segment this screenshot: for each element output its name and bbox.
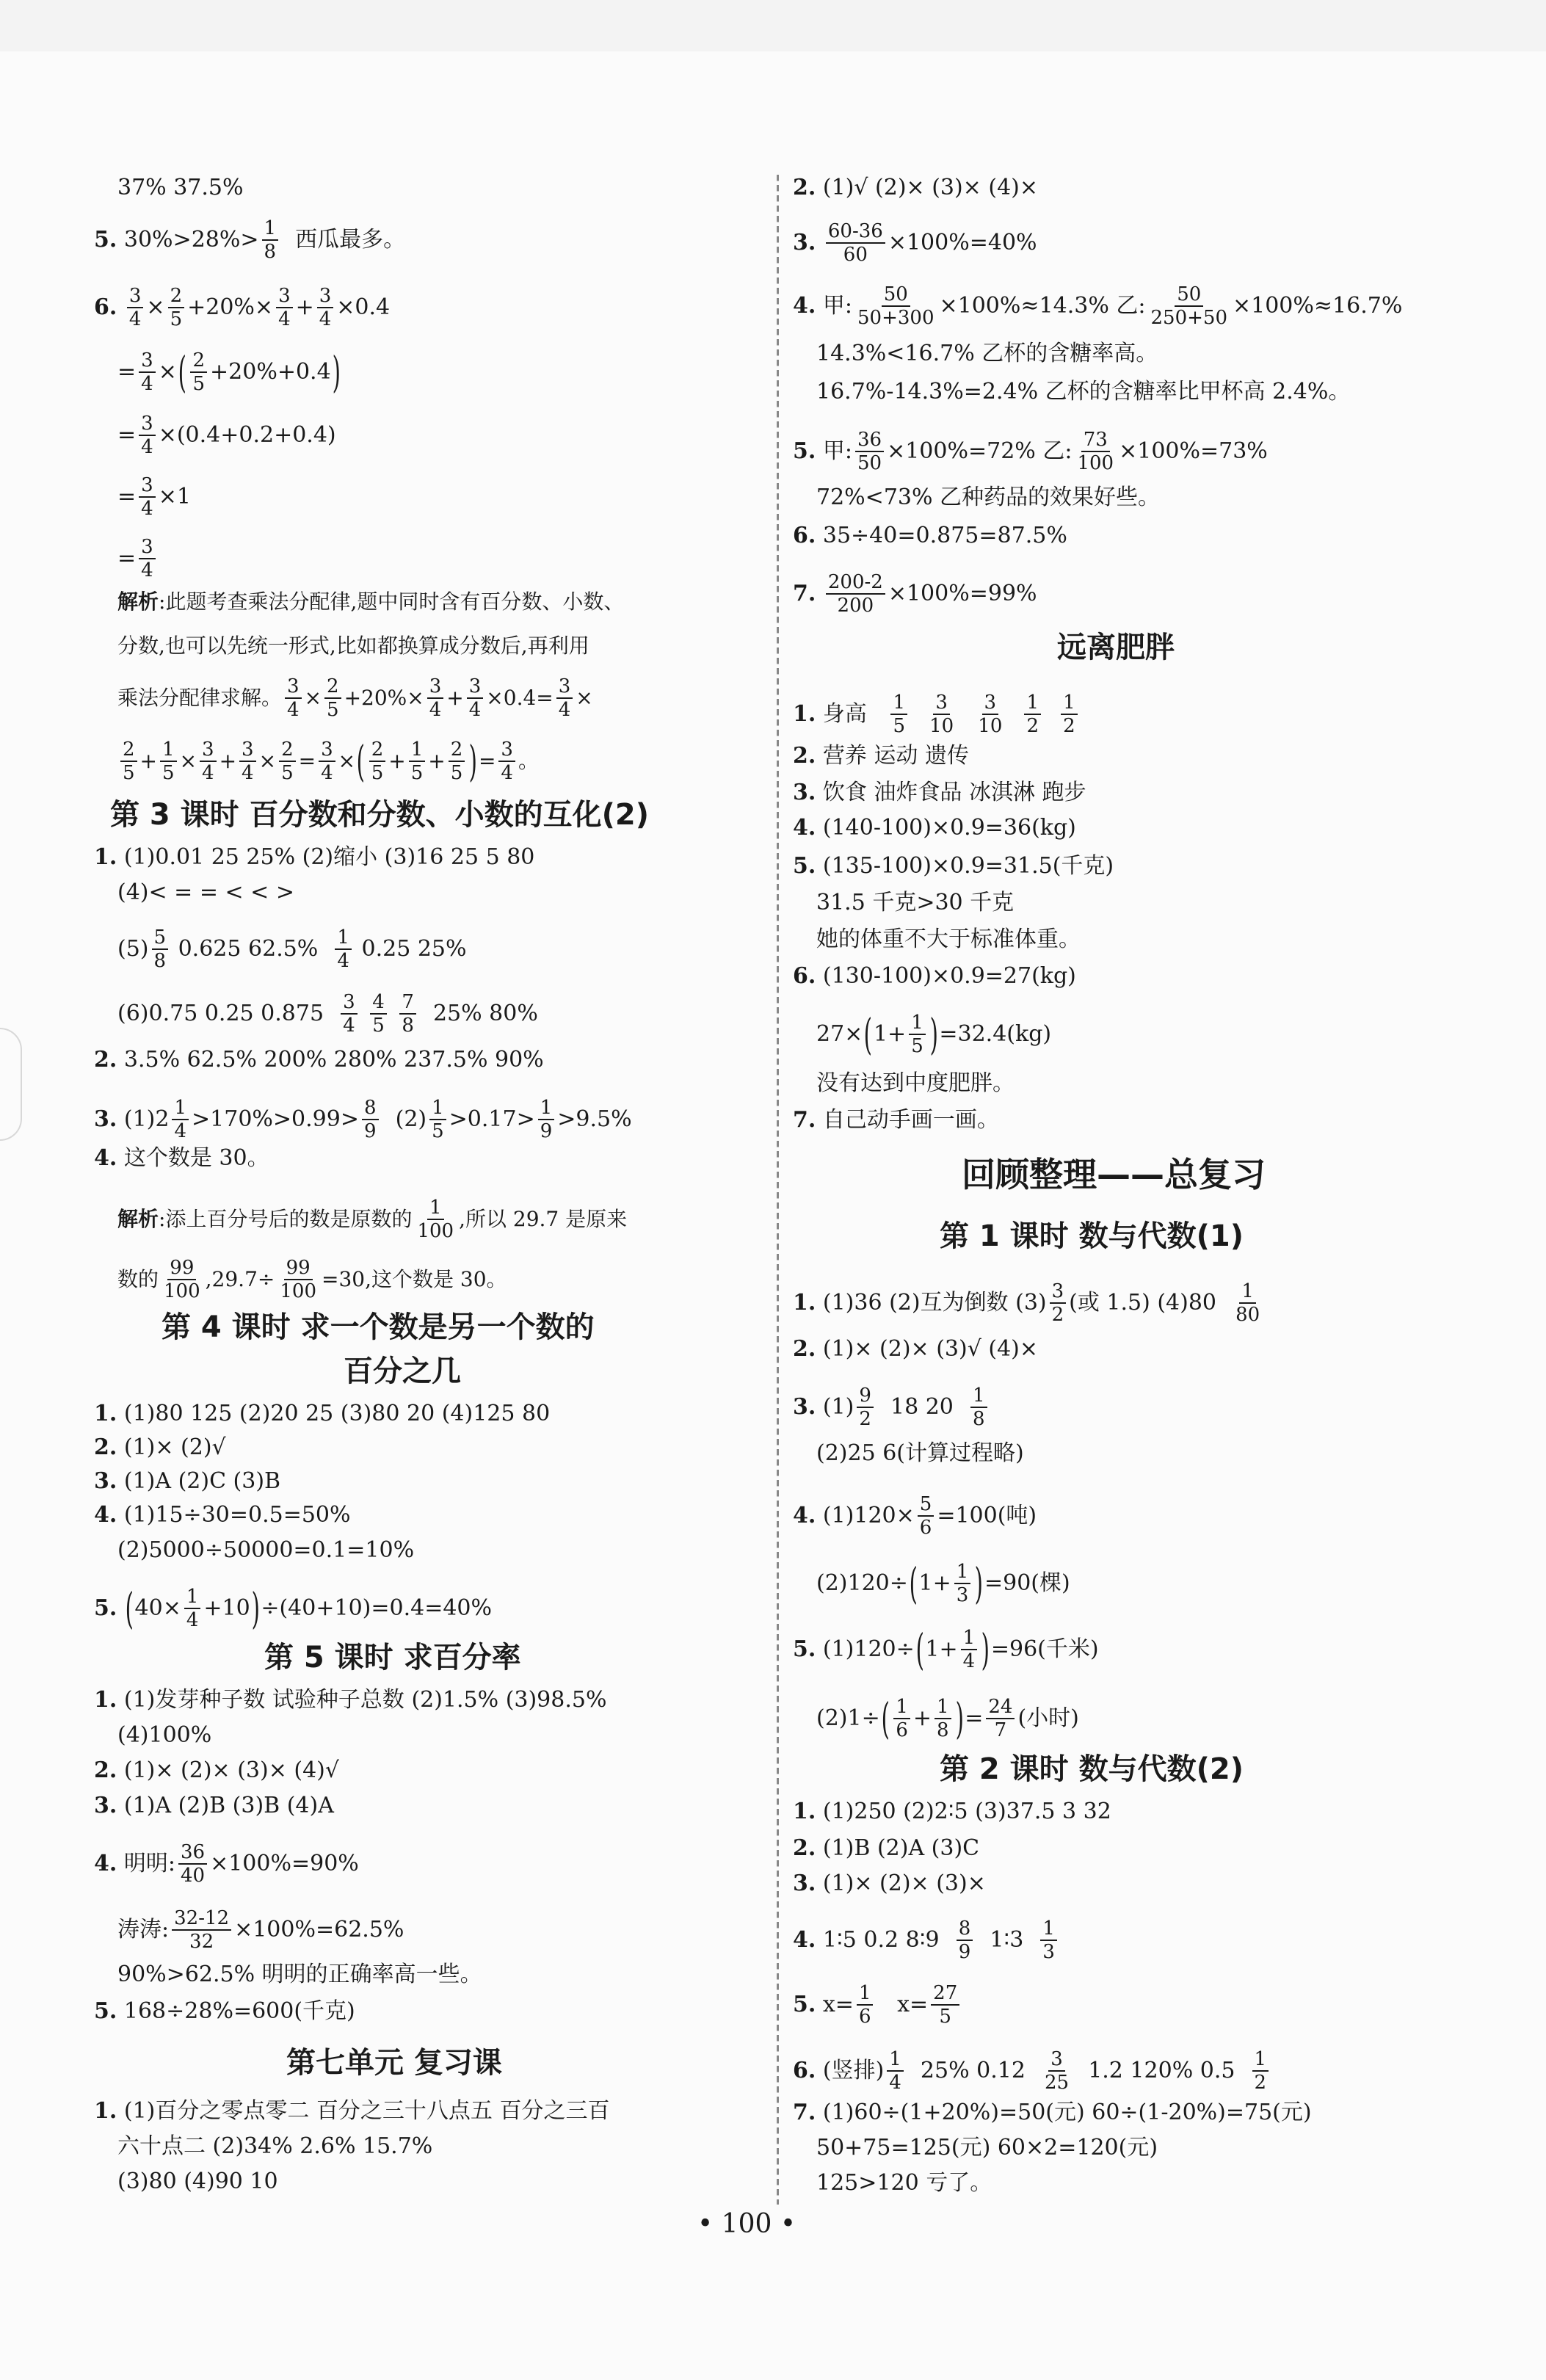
answer-line: 4. 1∶5 0.2 8∶9 $\frac{8}{9}$ 1∶3 $\frac{1}{3}$ bbox=[793, 1918, 1060, 1963]
answer-line: 2. (1)× (2)× (3)× (4)√ bbox=[94, 1757, 339, 1783]
answer-line: 6. (130-100)×0.9=27(kg) bbox=[793, 963, 1076, 989]
answer-line: 5. (135-100)×0.9=31.5(千克) bbox=[793, 853, 1114, 879]
section-heading: 第 1 课时 数与代数(1) bbox=[940, 1219, 1244, 1253]
analysis-text: 分数,也可以先统一形式,比如都换算成分数后,再利用 bbox=[117, 634, 589, 658]
answer-line: (2)5000÷50000=0.1=10% bbox=[117, 1537, 415, 1563]
answer-line: 2. 营养 运动 遗传 bbox=[793, 743, 969, 769]
answer-line: 4. 这个数是 30。 bbox=[94, 1145, 269, 1171]
answer-line: 5. (1)120÷ ( 1+ $\frac{1}{4}$ ) =96(千米) bbox=[793, 1625, 1099, 1675]
answer-line: 2. (1)× (2)× (3)√ (4)× bbox=[793, 1336, 1038, 1362]
answer-line: 14.3%<16.7% 乙杯的含糖率高。 bbox=[816, 341, 1158, 366]
answer-line: 3. (1)A (2)C (3)B bbox=[94, 1468, 281, 1494]
answer-line: 3. 饮食 油炸食品 冰淇淋 跑步 bbox=[793, 780, 1086, 805]
answer-line: 3. $\frac{60-36}{60}$ ×100%=40% bbox=[793, 220, 1037, 266]
answer-line: 2. 3.5% 62.5% 200% 280% 237.5% 90% bbox=[94, 1047, 544, 1073]
answer-line: 27× ( 1+ $\frac{1}{5}$ ) =32.4(kg) bbox=[816, 1009, 1052, 1059]
answer-line: (3)80 (4)90 10 bbox=[117, 2169, 278, 2194]
section-heading: 远离肥胖 bbox=[1057, 631, 1175, 664]
answer-line: 1. (1)250 (2)2∶5 (3)37.5 3 32 bbox=[793, 1799, 1111, 1824]
analysis-text: 解析 :添上百分号后的数是原数的 $\frac{1}{100}$ ,所以 29.7 是原来 bbox=[117, 1197, 628, 1242]
analysis-text: 乘法分配律求解。 $\frac{3}{4}$ × $\frac{2}{5}$ +20%× $\frac{3}{4}$ + $\frac{3}{4}$ ×0.4= $\frac{3}{4}$ × bbox=[117, 675, 593, 721]
page-number: • 100 • bbox=[697, 2209, 796, 2239]
answer-line: 7. 自己动手画一画。 bbox=[793, 1107, 999, 1133]
answer-line: 5. 168÷28%=600(千克) bbox=[94, 1998, 355, 2024]
answer-line: 2. (1)√ (2)× (3)× (4)× bbox=[793, 175, 1038, 200]
answer-line: 1. (1)0.01 25 25% (2)缩小 (3)16 25 5 80 bbox=[94, 844, 535, 870]
answer-line: (2)120÷ ( 1+ $\frac{1}{3}$ ) =90(棵) bbox=[816, 1559, 1070, 1608]
answer-line: 6. 35÷40=0.875=87.5% bbox=[793, 523, 1067, 548]
analysis-text: 解析 :此题考查乘法分配律,题中同时含有百分数、小数、 bbox=[117, 589, 625, 614]
answer-line: 16.7%-14.3%=2.4% 乙杯的含糖率比甲杯高 2.4%。 bbox=[816, 379, 1351, 404]
answer-line: 4. (140-100)×0.9=36(kg) bbox=[793, 815, 1076, 841]
answer-line: 3. (1)2 $\frac{1}{4}$ >170%>0.99> $\frac{8}{9}$ (2) $\frac{1}{5}$ >0.17> $\frac{1}{9}$ >9.5% bbox=[94, 1097, 632, 1142]
calc-step: = $\frac{3}{4}$ × ( $\frac{2}{5}$ +20%+0.4 ) bbox=[117, 347, 341, 397]
fraction: $\frac{1}{8}$ bbox=[262, 217, 279, 263]
answer-q6: 6. $\frac{3}{4}$ × $\frac{2}{5}$ +20%× $\frac{3}{4}$ + $\frac{3}{4}$ ×0.4 bbox=[94, 285, 391, 330]
answer-line: 5. 甲: $\frac{36}{50}$ ×100%=72% 乙: $\frac{73}{100}$ ×100%=73% bbox=[793, 429, 1268, 474]
chapter-heading: 回顾整理——总复习 bbox=[962, 1155, 1266, 1194]
answer-line: 1. (1)百分之零点零二 百分之三十八点五 百分之三百 bbox=[94, 2098, 610, 2124]
answer-line: (6)0.75 0.25 0.875 $\frac{3}{4}$ $\frac{4}{5}$ $\frac{7}{8}$ 25% 80% bbox=[117, 991, 538, 1037]
answer-line: 4. 甲: $\frac{50}{50+300}$ ×100%≈14.3% 乙: $\frac{50}{250+50}$ ×100%≈16.7% bbox=[793, 283, 1403, 329]
calc-step: = $\frac{3}{4}$ bbox=[117, 536, 159, 581]
analysis-text: 数的 $\frac{99}{100}$ ,29.7÷ $\frac{99}{100}$ =30,这个数是 30。 bbox=[117, 1257, 507, 1302]
answer-line: 72%<73% 乙种药品的效果好些。 bbox=[816, 485, 1161, 510]
page-top-shade bbox=[0, 0, 1546, 51]
answer-line: 1. (1)发芽种子数 试验种子总数 (2)1.5% (3)98.5% bbox=[94, 1687, 607, 1713]
calc-step: = $\frac{3}{4}$ ×1 bbox=[117, 474, 191, 520]
answer-line: 六十点二 (2)34% 2.6% 15.7% bbox=[117, 2133, 433, 2159]
answer-line: 50+75=125(元) 60×2=120(元) bbox=[816, 2135, 1158, 2160]
answer-line: 6. (竖排) $\frac{1}{4}$ 25% 0.12 $\frac{3}{25}$ 1.2 120% 0.5 $\frac{1}{2}$ bbox=[793, 2048, 1271, 2094]
answer-line: 5. x= $\frac{1}{6}$ x= $\frac{27}{5}$ bbox=[793, 1982, 962, 2028]
answer-line: (4)< = = < < > bbox=[117, 879, 294, 905]
answer-line: (5) $\frac{5}{8}$ 0.625 62.5% $\frac{1}{4}$ 0.25 25% bbox=[117, 926, 467, 972]
analysis-text: $\frac{2}{5}$ + $\frac{1}{5}$ × $\frac{3}{4}$ + $\frac{3}{4}$ × $\frac{2}{5}$ = $\frac{3}{4}$ × ( $\frac{2}{5}$ + $\frac{1}{5}$ + $\frac{2}{5}$ ) = $\frac{3}{4}$ 。 bbox=[117, 739, 539, 784]
section-heading: 第 5 课时 求百分率 bbox=[264, 1641, 521, 1675]
answer-line: 37% 37.5% bbox=[117, 175, 244, 200]
answer-line: 她的体重不大于标准体重。 bbox=[816, 926, 1081, 952]
answer-line: 3. (1) $\frac{9}{2}$ 18 20 $\frac{1}{8}$ bbox=[793, 1385, 990, 1430]
answer-line: 3. (1)× (2)× (3)× bbox=[793, 1871, 986, 1896]
section-heading: 百分之几 bbox=[344, 1354, 461, 1388]
answer-q5: 5. 30%>28%> $\frac{1}{8}$ 西瓜最多。 bbox=[94, 217, 406, 263]
answer-line: 4. 明明: $\frac{36}{40}$ ×100%=90% bbox=[94, 1841, 359, 1887]
answer-line: 2. (1)× (2)√ bbox=[94, 1434, 226, 1460]
column-divider bbox=[777, 175, 779, 2205]
answer-line: (4)100% bbox=[117, 1722, 212, 1748]
section-heading: 第七单元 复习课 bbox=[286, 2046, 502, 2080]
answer-line: 125>120 亏了。 bbox=[816, 2170, 992, 2196]
section-heading: 第 3 课时 百分数和分数、小数的互化(2) bbox=[110, 798, 650, 832]
answer-line: 2. (1)B (2)A (3)C bbox=[793, 1835, 980, 1861]
answer-line: 90%>62.5% 明明的正确率高一些。 bbox=[117, 1962, 482, 1987]
calc-step: = $\frac{3}{4}$ ×(0.4+0.2+0.4) bbox=[117, 413, 336, 458]
answer-line: 7. (1)60÷(1+20%)=50(元) 60÷(1-20%)=75(元) bbox=[793, 2100, 1312, 2125]
answer-line: 涛涛: $\frac{32-12}{32}$ ×100%=62.5% bbox=[117, 1907, 404, 1953]
answer-line: 31.5 千克>30 千克 bbox=[816, 890, 1015, 915]
answer-line: 1. (1)36 (2)互为倒数 (3) $\frac{3}{2}$ (或 1.5) (4)80 $\frac{1}{80}$ bbox=[793, 1280, 1260, 1326]
answer-line: 4. (1)15÷30=0.5=50% bbox=[94, 1502, 351, 1528]
answer-line: 5. ( 40× $\frac{1}{4}$ +10 ) ÷(40+10)=0.4=40% bbox=[94, 1583, 493, 1633]
section-heading: 第 2 课时 数与代数(2) bbox=[940, 1752, 1244, 1786]
answer-line: (2)1÷ ( $\frac{1}{6}$ + $\frac{1}{8}$ ) = $\frac{24}{7}$ (小时) bbox=[816, 1694, 1079, 1744]
answer-line: 1. 身高 $\frac{1}{5}$ $\frac{3}{10}$ $\frac{3}{10}$ $\frac{1}{2}$ $\frac{1}{2}$ bbox=[793, 692, 1081, 737]
binder-hole bbox=[0, 1028, 22, 1141]
answer-line: 3. (1)A (2)B (3)B (4)A bbox=[94, 1793, 334, 1818]
answer-line: (2)25 6(计算过程略) bbox=[816, 1440, 1024, 1466]
answer-line: 没有达到中度肥胖。 bbox=[816, 1070, 1015, 1096]
answer-line: 4. (1)120× $\frac{5}{6}$ =100(吨) bbox=[793, 1493, 1037, 1539]
section-heading: 第 4 课时 求一个数是另一个数的 bbox=[162, 1310, 595, 1344]
answer-line: 1. (1)80 125 (2)20 25 (3)80 20 (4)125 80 bbox=[94, 1401, 551, 1426]
answer-line: 7. $\frac{200-2}{200}$ ×100%=99% bbox=[793, 571, 1037, 617]
